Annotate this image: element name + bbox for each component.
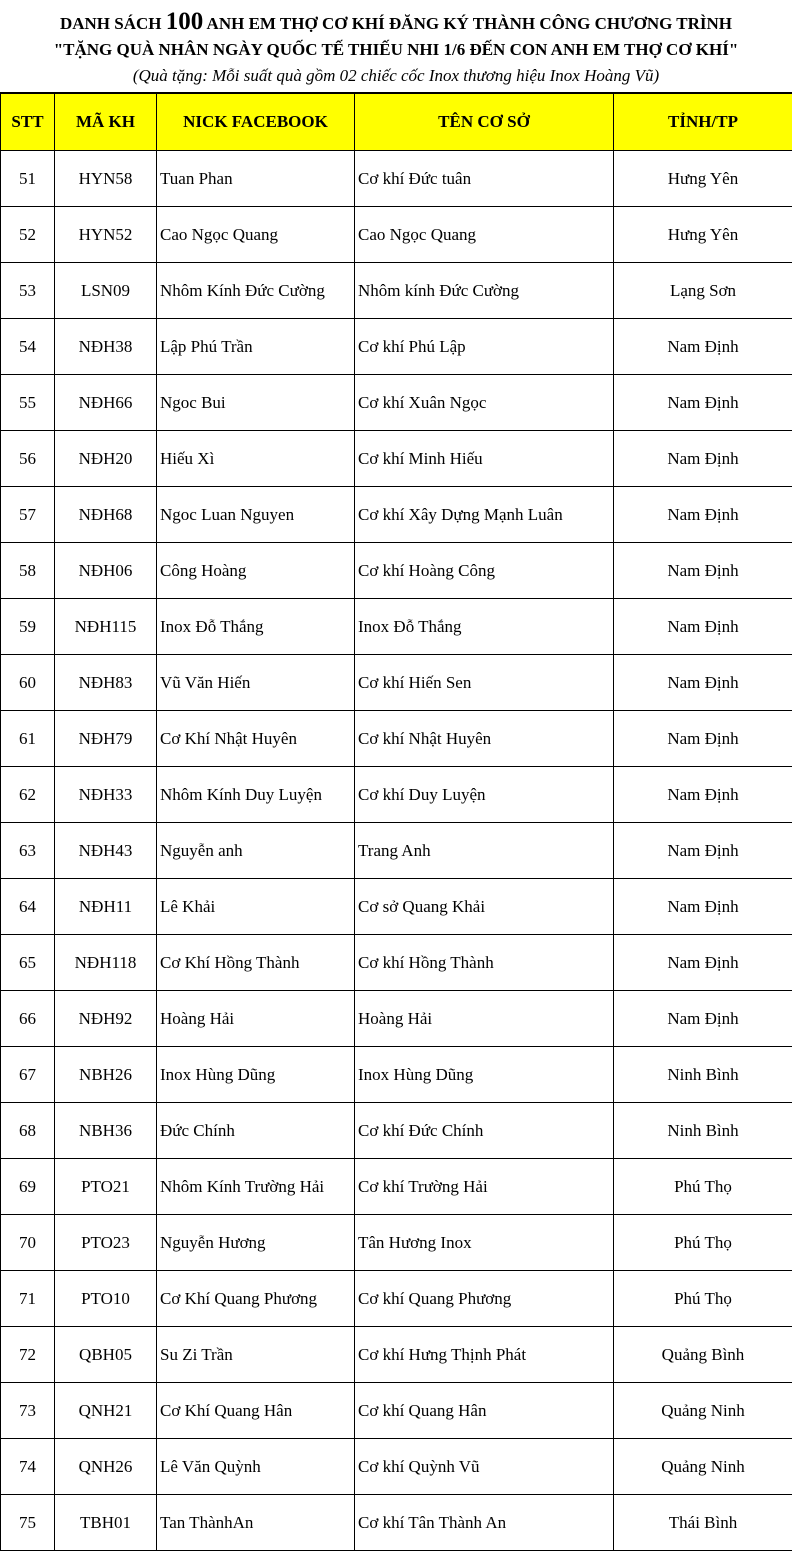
cell-tinh-tp: Phú Thọ <box>614 1159 792 1215</box>
cell-stt: 60 <box>1 655 55 711</box>
cell-ma-kh: NĐH83 <box>55 655 157 711</box>
cell-ma-kh: NĐH66 <box>55 375 157 431</box>
cell-ten-co-so: Cơ khí Xuân Ngọc <box>355 375 614 431</box>
column-header-stt: STT <box>1 93 55 151</box>
document-header <box>0 0 792 92</box>
cell-ten-co-so: Cơ khí Quang Hân <box>355 1383 614 1439</box>
cell-nick-facebook: Vũ Văn Hiến <box>157 655 355 711</box>
cell-tinh-tp: Nam Định <box>614 375 792 431</box>
cell-ten-co-so: Cơ khí Đức tuân <box>355 151 614 207</box>
cell-ma-kh: HYN52 <box>55 207 157 263</box>
cell-stt: 65 <box>1 935 55 991</box>
table-row <box>1 767 792 823</box>
cell-tinh-tp: Quảng Bình <box>614 1327 792 1383</box>
cell-ma-kh: NBH26 <box>55 1047 157 1103</box>
cell-nick-facebook: Tan ThànhAn <box>157 1495 355 1551</box>
cell-nick-facebook: Nhôm Kính Đức Cường <box>157 263 355 319</box>
cell-tinh-tp: Nam Định <box>614 767 792 823</box>
table-row <box>1 1495 792 1551</box>
table-row <box>1 1159 792 1215</box>
cell-nick-facebook: Lê Văn Quỳnh <box>157 1439 355 1495</box>
table-row <box>1 1439 792 1495</box>
cell-ma-kh: PTO23 <box>55 1215 157 1271</box>
cell-ma-kh: HYN58 <box>55 151 157 207</box>
cell-ma-kh: NBH36 <box>55 1103 157 1159</box>
title-line-1-end: ANH EM THỢ CƠ KHÍ ĐĂNG KÝ THÀNH CÔNG CHƯƠNG TRÌNH <box>203 14 732 33</box>
cell-stt: 63 <box>1 823 55 879</box>
cell-stt: 70 <box>1 1215 55 1271</box>
cell-ma-kh: NĐH11 <box>55 879 157 935</box>
cell-ma-kh: NĐH33 <box>55 767 157 823</box>
cell-nick-facebook: Cao Ngọc Quang <box>157 207 355 263</box>
column-header-nick-facebook: NICK FACEBOOK <box>157 93 355 151</box>
cell-nick-facebook: Hoàng Hải <box>157 991 355 1047</box>
cell-ma-kh: NĐH06 <box>55 543 157 599</box>
table-row <box>1 375 792 431</box>
cell-ma-kh: NĐH68 <box>55 487 157 543</box>
cell-ma-kh: QBH05 <box>55 1327 157 1383</box>
cell-stt: 62 <box>1 767 55 823</box>
cell-ten-co-so: Trang Anh <box>355 823 614 879</box>
cell-tinh-tp: Nam Định <box>614 655 792 711</box>
title-line-1-start: DANH SÁCH <box>60 14 166 33</box>
cell-nick-facebook: Cơ Khí Hồng Thành <box>157 935 355 991</box>
cell-ma-kh: NĐH43 <box>55 823 157 879</box>
cell-tinh-tp: Nam Định <box>614 879 792 935</box>
cell-nick-facebook: Tuan Phan <box>157 151 355 207</box>
cell-ma-kh: NĐH79 <box>55 711 157 767</box>
cell-stt: 75 <box>1 1495 55 1551</box>
table-row <box>1 1103 792 1159</box>
cell-tinh-tp: Nam Định <box>614 599 792 655</box>
cell-nick-facebook: Hiếu Xì <box>157 431 355 487</box>
table-row <box>1 1327 792 1383</box>
cell-tinh-tp: Nam Định <box>614 711 792 767</box>
cell-stt: 61 <box>1 711 55 767</box>
cell-stt: 64 <box>1 879 55 935</box>
cell-ten-co-so: Cơ sở Quang Khải <box>355 879 614 935</box>
cell-ma-kh: QNH26 <box>55 1439 157 1495</box>
cell-ten-co-so: Cơ khí Hưng Thịnh Phát <box>355 1327 614 1383</box>
cell-stt: 59 <box>1 599 55 655</box>
cell-tinh-tp: Ninh Bình <box>614 1047 792 1103</box>
cell-ten-co-so: Cơ khí Duy Luyện <box>355 767 614 823</box>
cell-nick-facebook: Cơ Khí Nhật Huyên <box>157 711 355 767</box>
cell-ma-kh: NĐH92 <box>55 991 157 1047</box>
table-row <box>1 207 792 263</box>
cell-nick-facebook: Ngoc Luan Nguyen <box>157 487 355 543</box>
cell-ten-co-so: Cơ khí Đức Chính <box>355 1103 614 1159</box>
cell-nick-facebook: Cơ Khí Quang Hân <box>157 1383 355 1439</box>
table-row <box>1 1047 792 1103</box>
cell-nick-facebook: Inox Hùng Dũng <box>157 1047 355 1103</box>
table-row <box>1 991 792 1047</box>
cell-tinh-tp: Nam Định <box>614 431 792 487</box>
table-row <box>1 1271 792 1327</box>
cell-stt: 52 <box>1 207 55 263</box>
table-body <box>1 151 792 1551</box>
table-row <box>1 1383 792 1439</box>
cell-stt: 72 <box>1 1327 55 1383</box>
cell-ten-co-so: Cao Ngọc Quang <box>355 207 614 263</box>
cell-ten-co-so: Cơ khí Quỳnh Vũ <box>355 1439 614 1495</box>
cell-nick-facebook: Nhôm Kính Duy Luyện <box>157 767 355 823</box>
cell-nick-facebook: Lê Khải <box>157 879 355 935</box>
table-row <box>1 599 792 655</box>
cell-ten-co-so: Inox Hùng Dũng <box>355 1047 614 1103</box>
cell-ten-co-so: Cơ khí Tân Thành An <box>355 1495 614 1551</box>
title-count: 100 <box>166 8 204 35</box>
cell-nick-facebook: Nguyễn anh <box>157 823 355 879</box>
cell-nick-facebook: Inox Đỗ Thắng <box>157 599 355 655</box>
cell-ma-kh: NĐH20 <box>55 431 157 487</box>
cell-ten-co-so: Cơ khí Trường Hải <box>355 1159 614 1215</box>
cell-tinh-tp: Nam Định <box>614 543 792 599</box>
cell-stt: 53 <box>1 263 55 319</box>
cell-nick-facebook: Nguyễn Hương <box>157 1215 355 1271</box>
cell-ma-kh: QNH21 <box>55 1383 157 1439</box>
table-row <box>1 263 792 319</box>
cell-nick-facebook: Công Hoàng <box>157 543 355 599</box>
cell-stt: 74 <box>1 1439 55 1495</box>
column-header-ten-co-so: TÊN CƠ SỞ <box>355 93 614 151</box>
cell-ma-kh: PTO21 <box>55 1159 157 1215</box>
table-header-row <box>1 93 792 151</box>
cell-nick-facebook: Su Zi Trần <box>157 1327 355 1383</box>
cell-nick-facebook: Nhôm Kính Trường Hải <box>157 1159 355 1215</box>
cell-tinh-tp: Ninh Bình <box>614 1103 792 1159</box>
cell-ma-kh: NĐH38 <box>55 319 157 375</box>
cell-ma-kh: TBH01 <box>55 1495 157 1551</box>
table-row <box>1 543 792 599</box>
cell-ten-co-so: Cơ khí Xây Dựng Mạnh Luân <box>355 487 614 543</box>
cell-tinh-tp: Nam Định <box>614 991 792 1047</box>
table-row <box>1 879 792 935</box>
cell-nick-facebook: Đức Chính <box>157 1103 355 1159</box>
cell-nick-facebook: Cơ Khí Quang Phương <box>157 1271 355 1327</box>
cell-tinh-tp: Hưng Yên <box>614 207 792 263</box>
cell-nick-facebook: Lập Phú Trần <box>157 319 355 375</box>
column-header-tinh-tp: TỈNH/TP <box>614 93 792 151</box>
cell-tinh-tp: Nam Định <box>614 935 792 991</box>
gift-note: (Quà tặng: Mỗi suất quà gồm 02 chiếc cốc Inox thương hiệu Inox Hoàng Vũ) <box>0 64 792 88</box>
table-row <box>1 935 792 991</box>
cell-tinh-tp: Quảng Ninh <box>614 1439 792 1495</box>
cell-stt: 56 <box>1 431 55 487</box>
cell-ten-co-so: Cơ khí Minh Hiếu <box>355 431 614 487</box>
cell-ten-co-so: Cơ khí Hồng Thành <box>355 935 614 991</box>
cell-tinh-tp: Hưng Yên <box>614 151 792 207</box>
cell-ten-co-so: Cơ khí Hoàng Công <box>355 543 614 599</box>
table-row <box>1 711 792 767</box>
cell-stt: 51 <box>1 151 55 207</box>
cell-stt: 57 <box>1 487 55 543</box>
cell-ma-kh: NĐH115 <box>55 599 157 655</box>
cell-ten-co-so: Hoàng Hải <box>355 991 614 1047</box>
title-line-1 <box>0 10 792 36</box>
column-header-ma-kh: MÃ KH <box>55 93 157 151</box>
cell-ten-co-so: Nhôm kính Đức Cường <box>355 263 614 319</box>
table-row <box>1 487 792 543</box>
cell-tinh-tp: Quảng Ninh <box>614 1383 792 1439</box>
cell-tinh-tp: Thái Bình <box>614 1495 792 1551</box>
cell-tinh-tp: Nam Định <box>614 487 792 543</box>
registration-table <box>0 92 792 1551</box>
cell-stt: 71 <box>1 1271 55 1327</box>
cell-stt: 54 <box>1 319 55 375</box>
table-row <box>1 655 792 711</box>
table-row <box>1 151 792 207</box>
cell-ma-kh: LSN09 <box>55 263 157 319</box>
table-row <box>1 823 792 879</box>
cell-ma-kh: NĐH118 <box>55 935 157 991</box>
cell-stt: 66 <box>1 991 55 1047</box>
cell-stt: 69 <box>1 1159 55 1215</box>
cell-ten-co-so: Cơ khí Quang Phương <box>355 1271 614 1327</box>
title-line-2: "TẶNG QUÀ NHÂN NGÀY QUỐC TẾ THIẾU NHI 1/6 ĐẾN CON ANH EM THỢ CƠ KHÍ" <box>0 38 792 62</box>
cell-stt: 68 <box>1 1103 55 1159</box>
cell-tinh-tp: Lạng Sơn <box>614 263 792 319</box>
cell-ten-co-so: Cơ khí Nhật Huyên <box>355 711 614 767</box>
cell-stt: 55 <box>1 375 55 431</box>
cell-ma-kh: PTO10 <box>55 1271 157 1327</box>
table-row <box>1 1215 792 1271</box>
table-row <box>1 319 792 375</box>
table-row <box>1 431 792 487</box>
cell-stt: 58 <box>1 543 55 599</box>
cell-tinh-tp: Nam Định <box>614 823 792 879</box>
cell-stt: 67 <box>1 1047 55 1103</box>
cell-nick-facebook: Ngoc Bui <box>157 375 355 431</box>
cell-ten-co-so: Cơ khí Phú Lập <box>355 319 614 375</box>
cell-ten-co-so: Cơ khí Hiến Sen <box>355 655 614 711</box>
cell-ten-co-so: Tân Hương Inox <box>355 1215 614 1271</box>
cell-ten-co-so: Inox Đỗ Thắng <box>355 599 614 655</box>
cell-tinh-tp: Phú Thọ <box>614 1271 792 1327</box>
cell-tinh-tp: Nam Định <box>614 319 792 375</box>
cell-stt: 73 <box>1 1383 55 1439</box>
cell-tinh-tp: Phú Thọ <box>614 1215 792 1271</box>
